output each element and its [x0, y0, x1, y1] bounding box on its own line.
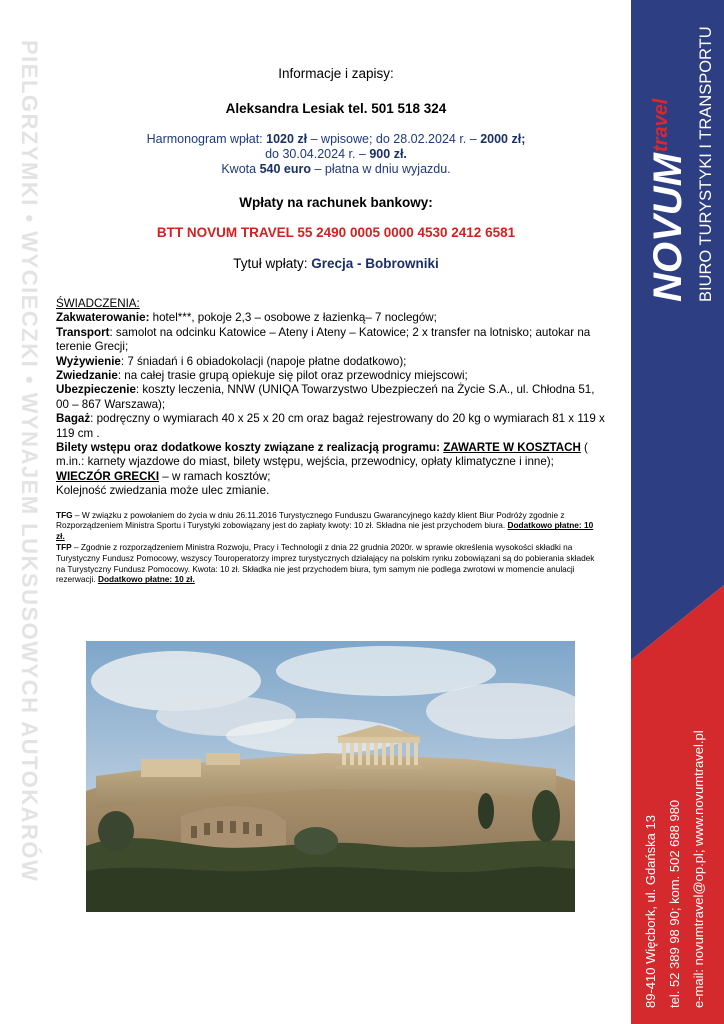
fee-extra: Dodatkowo płatne: 10 zł.	[56, 520, 594, 542]
benefit-label: Transport	[56, 325, 110, 339]
benefit-label: Wyżywienie	[56, 354, 121, 368]
benefit-included: ZAWARTE W KOSZTACH	[443, 441, 581, 455]
benefit-text: : koszty leczenia, NNW (UNIQA Towarzystwo Ubezpieczeń na Życie S.A., ul. Chłodna 51, 00 – 867 Warszawa);	[56, 383, 595, 411]
order-note: Kolejność zwiedzania może ulec zmianie.	[56, 484, 270, 498]
benefit-label: Zwiedzanie	[56, 369, 118, 383]
fees-section	[56, 510, 616, 586]
email-web-text: e-mail: novumtravel@op.pl; www.novumtravel.pl	[691, 730, 706, 1008]
benefit-text: : 7 śniadań i 6 obiadokolacji (napoje płatne dodatkowo);	[120, 354, 407, 368]
bank-account: BTT NOVUM TRAVEL 55 2490 0005 0000 4530 2412 6581	[156, 225, 516, 240]
contact-lines	[633, 690, 721, 1010]
logo-sub: travel	[650, 98, 672, 152]
benefit-label: Ubezpieczenie	[56, 383, 136, 397]
novum-travel-logo	[639, 22, 719, 322]
benefit-text: : podręczny o wymiarach 40 x 25 x 20 cm oraz bagaż rejestrowany do 20 kg o wymiarach 81 x 119 x 119 cm .	[56, 412, 605, 440]
watermark-text: PIELGRZYMKI • WYCIECZKI • WYNAJEM LUKSUSOWYCH AUTOKARÓW	[17, 40, 42, 883]
fee-tfp	[56, 542, 598, 585]
benefit-text: hotel***, pokoje 2,3 – osobowe z łazienką– 7 noclegów;	[149, 311, 437, 325]
transfer-title	[56, 256, 616, 271]
benefit-text: – w ramach kosztów;	[159, 469, 271, 483]
benefits-heading: ŚWIADCZENIA:	[56, 297, 140, 310]
bank-title: Wpłaty na rachunek bankowy:	[239, 195, 433, 210]
benefit-label: WIECZÓR GRECKI	[56, 469, 160, 483]
benefit-text: : na całej trasie grupą opiekuje się pilot oraz przewodnicy miejscowi;	[117, 369, 468, 383]
transfer-value: Grecja - Bobrowniki	[311, 256, 439, 271]
benefit-insurance	[56, 383, 608, 412]
fee-label: TFG	[56, 509, 73, 520]
acropolis-photo	[86, 641, 575, 912]
benefit-label: Bilety wstępu oraz dodatkowe koszty związane z realizacją programu:	[56, 441, 444, 455]
schedule-amount: 1020 zł	[266, 132, 308, 146]
benefit-label: Zakwaterowanie:	[56, 311, 150, 325]
schedule-amount: 2000 zł;	[480, 132, 526, 146]
benefit-text: ( m.in.: karnety wjazdowe do miast, bilety wstępu, wejścia, przewodnicy, opłaty klimatyczne i inne);	[56, 441, 588, 469]
main-content	[56, 66, 616, 585]
brand-sidebar	[631, 0, 724, 1024]
schedule-text: Kwota	[221, 162, 260, 176]
fee-extra: Dodatkowo płatne: 10 zł.	[97, 574, 195, 585]
benefit-food	[56, 355, 608, 369]
schedule-text: Harmonogram wpłat:	[146, 132, 267, 146]
schedule-text: – płatna w dniu wyjazdu.	[310, 162, 451, 176]
schedule-text: do 30.04.2024 r. –	[265, 147, 370, 161]
benefit-luggage	[56, 412, 608, 441]
benefit-text: : samolot na odcinku Katowice – Ateny i Ateny – Katowice; 2 x transfer na lotnisko; autokar na terenie Grecji;	[56, 325, 591, 354]
schedule-text: – wpisowe; do 28.02.2024 r. –	[307, 132, 481, 146]
fee-tfg	[56, 510, 598, 542]
schedule-amount: 900 zł.	[369, 147, 407, 161]
fee-text: – Zgodnie z rozporządzeniem Ministra Rozwoju, Pracy i Technologii z dnia 22 grudnia 2020r. w sprawie określenia wysokości składki na Turystyczny Fundusz Pomocowy, wszyscy Touroperatorzy imprez turystycznych działający na polskim rynku zobowiązani są do pobierania składek na Turystyczny Fundusz Pomocowy. Kwota: 10 zł. Składka nie jest przychodem biura, tym samym nie podlega zwrotowi w momencie anulacji rezerwacji.	[56, 542, 595, 585]
benefit-accommodation	[56, 311, 608, 325]
benefit-evening	[56, 470, 608, 484]
logo-main: NOVUM	[646, 153, 690, 302]
phones-text: tel. 52 389 98 90; kom. 502 688 980	[667, 799, 682, 1008]
brand-tagline: BIURO TURYSTYKI I TRANSPORTU	[697, 26, 715, 302]
brand-logo-block	[639, 22, 719, 322]
fee-text: – W związku z powołaniem do życia w dniu 26.11.2016 Turystycznego Funduszu Gwarancyjnego każdy klient Biur Podróży zgodnie z Rozporządzeniem Ministra Sportu i Turystyki zobowiązany jest do zapłaty kwoty: 10 zł. Składna nie jest przychodem biura.	[56, 509, 565, 531]
photo-illustration	[86, 641, 575, 912]
schedule-amount: 540 euro	[259, 162, 311, 176]
benefits-section	[56, 297, 616, 499]
contact-block	[633, 690, 721, 1010]
info-title: Informacje i zapisy:	[278, 66, 394, 81]
payment-schedule	[56, 132, 616, 177]
benefit-transport	[56, 326, 608, 355]
benefit-sightseeing	[56, 369, 608, 383]
fee-label: TFP	[56, 542, 72, 553]
benefit-tickets	[56, 441, 608, 470]
benefit-label: Bagaż	[56, 412, 91, 426]
transfer-label: Tytuł wpłaty:	[233, 256, 312, 271]
watermark-strip	[16, 40, 46, 984]
address-text: 89-410 Więcbork, ul. Gdańska 13	[643, 815, 658, 1008]
contact-person: Aleksandra Lesiak tel. 501 518 324	[225, 101, 447, 116]
